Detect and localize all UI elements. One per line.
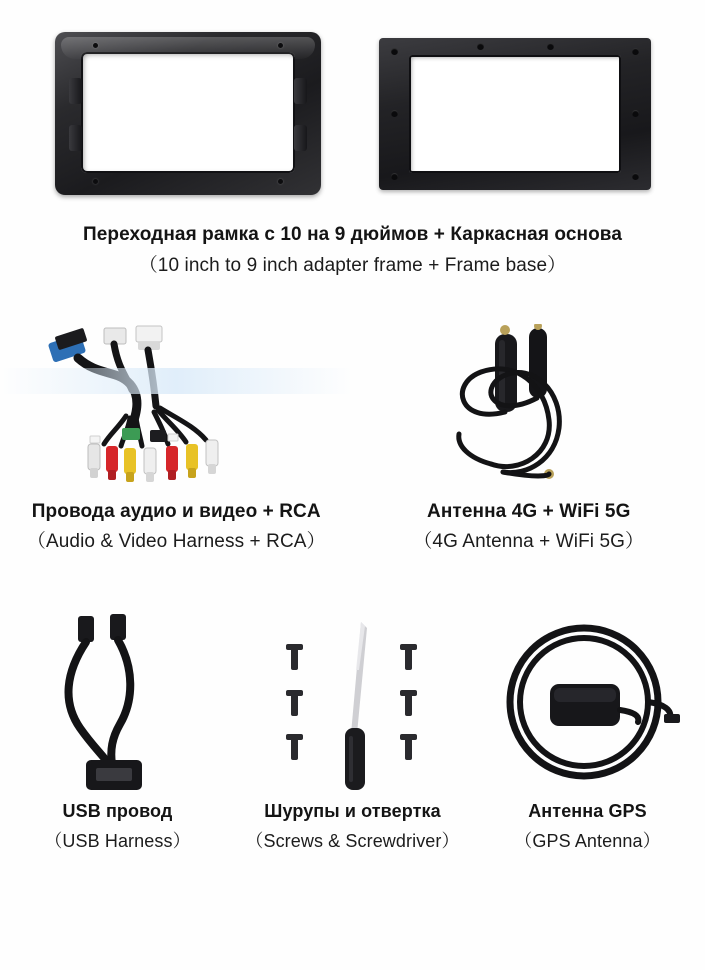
caption-screws-screwdriver-en: （Screws & Screwdriver）	[245, 830, 460, 851]
antenna-illustration	[399, 324, 659, 500]
caption-frames	[0, 223, 705, 278]
adapter-frame-screw-hole	[278, 43, 283, 48]
usb-port-opening	[96, 768, 132, 781]
section-harness-antenna	[0, 324, 705, 555]
frame-base-mount-hole	[391, 110, 398, 117]
caption-frames-ru: Переходная рамка с 10 на 9 дюймов + Каркасная основа	[82, 224, 623, 245]
caption-4g-wifi-antenna	[413, 500, 644, 555]
connector-white	[136, 326, 162, 342]
4g-wifi-antenna-image	[353, 324, 705, 500]
screw	[286, 644, 303, 670]
adapter-frame-image	[55, 32, 321, 195]
audio-video-harness-image	[0, 324, 353, 500]
antenna-cable	[459, 434, 491, 464]
frame-base-mount-hole	[632, 110, 639, 117]
usb-harness-image	[0, 610, 235, 800]
screwdriver-handle	[345, 728, 365, 790]
frame-base-mount-hole	[391, 48, 398, 55]
usb-cable	[111, 640, 130, 764]
screw	[400, 690, 417, 716]
gps-illustration	[488, 610, 688, 800]
frame-base-image	[379, 38, 651, 190]
item-audio-video-harness	[0, 324, 353, 555]
frame-base-window	[409, 55, 621, 173]
caption-usb-harness	[44, 800, 190, 852]
caption-screws-screwdriver-ru: Шурупы и отвертка	[264, 801, 441, 821]
frame-base-mount-hole	[547, 43, 554, 50]
item-4g-wifi-antenna	[353, 324, 705, 555]
adapter-frame-tab	[69, 125, 82, 151]
caption-4g-wifi-antenna-ru: Антенна 4G + WiFi 5G	[427, 500, 631, 522]
frames-image-row	[0, 26, 705, 201]
item-gps-antenna	[470, 610, 705, 852]
sma-connector	[500, 325, 510, 335]
screw	[400, 734, 417, 760]
caption-screws-screwdriver	[245, 800, 459, 852]
item-screws-screwdriver	[235, 610, 470, 852]
usb-cable	[68, 642, 109, 766]
cable-label	[168, 434, 178, 441]
frame-base-mount-hole	[391, 173, 398, 180]
adapter-frame-tab	[294, 78, 307, 104]
caption-gps-antenna	[514, 800, 660, 852]
adapter-frame-tab	[294, 125, 307, 151]
section-frames	[0, 0, 705, 278]
screwdriver-shaft	[351, 622, 367, 734]
caption-usb-harness-ru: USB провод	[62, 801, 173, 821]
rca-plugs	[88, 440, 218, 482]
connector-green	[122, 428, 140, 440]
screws-screwdriver-image	[235, 610, 470, 800]
adapter-frame-screw-hole	[93, 179, 98, 184]
screw	[286, 734, 303, 760]
frame-base-mount-hole	[632, 48, 639, 55]
gps-antenna-image	[470, 610, 705, 800]
caption-usb-harness-en: （USB Harness）	[44, 830, 191, 851]
harness-illustration	[26, 324, 326, 500]
adapter-frame-window	[81, 52, 295, 173]
caption-audio-video-harness-ru: Провода аудио и видео + RCA	[31, 500, 321, 522]
adapter-frame-tab	[69, 78, 82, 104]
caption-frames-en: （10 inch to 9 inch adapter frame + Frame base）	[138, 254, 567, 276]
adapter-frame-screw-hole	[278, 179, 283, 184]
item-usb-harness	[0, 610, 235, 852]
caption-4g-wifi-antenna-en: （4G Antenna + WiFi 5G）	[413, 531, 645, 553]
gps-connector	[664, 714, 680, 723]
caption-audio-video-harness	[27, 500, 326, 555]
section-accessories	[0, 610, 705, 852]
caption-gps-antenna-ru: Антенна GPS	[528, 801, 647, 821]
cable	[148, 350, 156, 406]
screws-illustration	[253, 610, 453, 800]
caption-audio-video-harness-en: （Audio & Video Harness + RCA）	[26, 531, 326, 553]
usb-illustration	[18, 610, 218, 800]
screw	[286, 690, 303, 716]
connector-black	[150, 430, 166, 442]
adapter-frame-screw-hole	[93, 43, 98, 48]
frame-base-mount-hole	[477, 43, 484, 50]
screw	[400, 644, 417, 670]
caption-gps-antenna-en: （GPS Antenna）	[514, 830, 661, 851]
gps-cable	[620, 710, 638, 722]
cable-label	[90, 436, 100, 443]
frame-base-mount-hole	[632, 173, 639, 180]
